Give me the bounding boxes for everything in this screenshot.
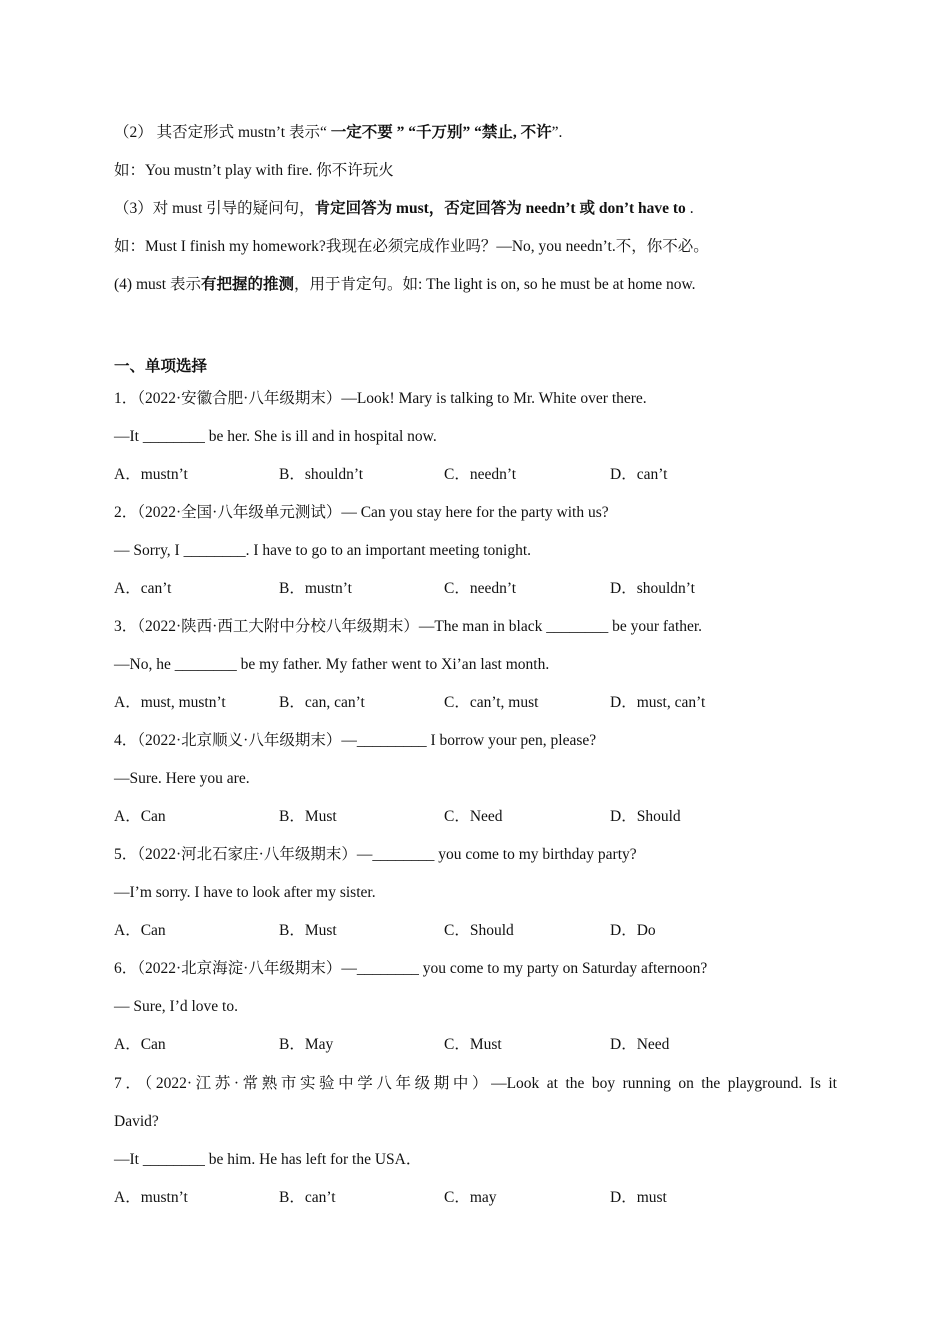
option-d: D．must [610, 1189, 667, 1206]
option-a: A．Can [114, 1036, 166, 1053]
question-stem: 5．（2022·河北石家庄·八年级期末）—________ you come to my birthday party? [114, 846, 637, 863]
note-2 [114, 123, 562, 143]
note-3-prefix: （3）对 must 引导的疑问句， [114, 200, 315, 217]
question-line: —I’m sorry. I have to look after my sister. [114, 884, 376, 901]
note-4-prefix: (4) must 表示 [114, 276, 201, 293]
option-c: C．may [444, 1189, 497, 1206]
option-a: A．Can [114, 808, 166, 825]
option-d: D．can’t [610, 466, 668, 483]
option-b: B．can’t [279, 1189, 336, 1206]
note-2-prefix: （2） 其否定形式 mustn’t 表示“ [114, 124, 331, 141]
question-line: — Sure, I’d love to. [114, 998, 238, 1015]
note-3-suffix: . [685, 200, 694, 217]
option-c: C．Must [444, 1036, 502, 1053]
option-d: D．Do [610, 922, 656, 939]
option-b: B．Must [279, 808, 337, 825]
option-b: B．May [279, 1036, 334, 1053]
question-stem: 7．（2022·江苏·常熟市实验中学八年级期中）—Look at the boy running on the playground. Is it [114, 1075, 837, 1092]
note-2-suffix: ”. [551, 124, 563, 141]
option-a: A．Can [114, 922, 166, 939]
question-stem-continued: David? [114, 1113, 159, 1130]
question-line: —No, he ________ be my father. My father went to Xi’an last month. [114, 656, 550, 673]
question-stem: 1．（2022·安徽合肥·八年级期末）—Look! Mary is talking to Mr. White over there. [114, 390, 647, 407]
option-d: D．Need [610, 1036, 670, 1053]
note-3-example: 如：Must I finish my homework?我现在必须完成作业吗？—No, you needn’t.不，你不必。 [114, 238, 709, 255]
question-stem: 2．（2022·全国·八年级单元测试）— Can you stay here for the party with us? [114, 504, 609, 521]
option-c: C．can’t, must [444, 694, 539, 711]
option-b: B．Must [279, 922, 337, 939]
option-a: A．mustn’t [114, 466, 188, 483]
option-b: B．can, can’t [279, 694, 365, 711]
option-c: C．needn’t [444, 466, 517, 483]
question-stem: 4．（2022·北京顺义·八年级期末）—_________ I borrow your pen, please? [114, 732, 597, 749]
option-a: A．mustn’t [114, 1189, 188, 1206]
note-4 [114, 275, 696, 295]
option-d: D．shouldn’t [610, 580, 695, 597]
question-line: —It ________ be him. He has left for the USA． [114, 1151, 422, 1168]
question-stem: 6．（2022·北京海淀·八年级期末）—________ you come to my party on Saturday afternoon? [114, 960, 708, 977]
note-2-bold: 一定不要 ” “千万别” “禁止, 不许 [330, 124, 552, 141]
note-4-suffix: ，用于肯定句。如: The light is on, so he must be at home now. [293, 276, 696, 293]
question-line: —Sure. Here you are. [114, 770, 250, 787]
note-2-example: 如：You mustn’t play with fire. 你不许玩火 [114, 162, 394, 179]
option-c: C．Should [444, 922, 514, 939]
question-line: —It ________ be her. She is ill and in hospital now. [114, 428, 437, 445]
option-d: D．must, can’t [610, 694, 706, 711]
option-c: C．needn’t [444, 580, 517, 597]
note-4-bold: 有把握的推测 [200, 276, 294, 293]
option-c: C．Need [444, 808, 503, 825]
option-b: B．mustn’t [279, 580, 352, 597]
note-3-bold: 肯定回答为 must，否定回答为 needn’t 或 don’t have to [314, 200, 686, 217]
option-a: A．can’t [114, 580, 172, 597]
question-stem: 3．（2022·陕西·西工大附中分校八年级期末）—The man in black ________ be your father. [114, 618, 703, 635]
option-a: A．must, mustn’t [114, 694, 226, 711]
question-line: — Sorry, I ________. I have to go to an important meeting tonight. [114, 542, 532, 559]
section-title: 一、单项选择 [114, 358, 208, 375]
note-3 [114, 199, 694, 219]
option-b: B．shouldn’t [279, 466, 364, 483]
option-d: D．Should [610, 808, 681, 825]
